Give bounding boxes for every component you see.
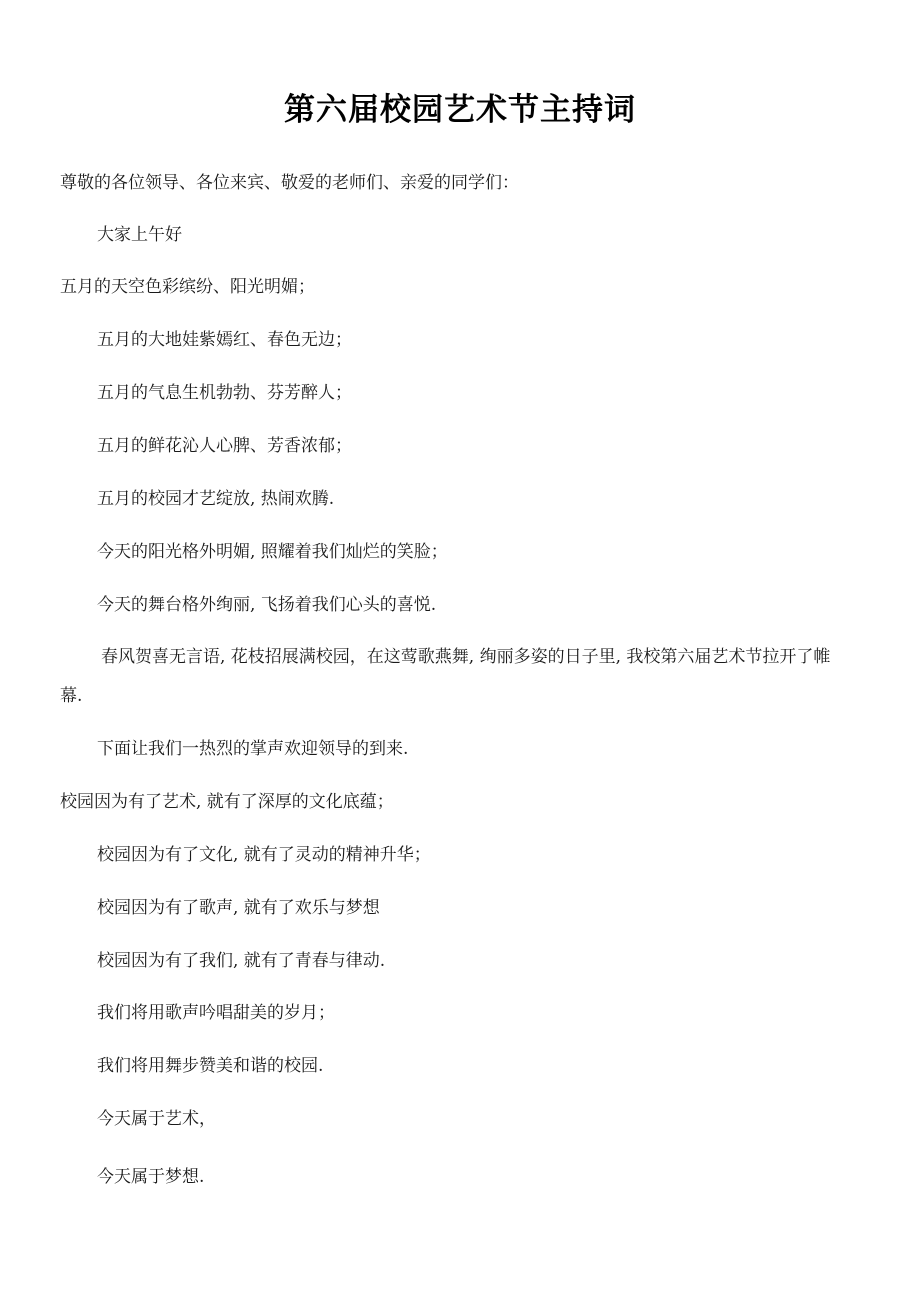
text-line: 大家上午好 xyxy=(97,225,182,245)
opening-paragraph: 春风贺喜无言语, 花枝招展满校园，在这莺歌燕舞, 绚丽多姿的日子里, 我校第六届艺术节拉开了帷幕. xyxy=(60,647,831,706)
text-line: 今天属于艺术， xyxy=(97,1109,216,1129)
text-line: 校园因为有了文化, 就有了灵动的精神升华； xyxy=(97,845,431,865)
text-line: 下面让我们一热烈的掌声欢迎领导的到来. xyxy=(97,739,409,759)
text-line: 校园因为有了我们, 就有了青春与律动. xyxy=(97,951,386,971)
greeting-line: 尊敬的各位领导、各位来宾、敬爱的老师们、亲爱的同学们： xyxy=(60,173,519,193)
text-line: 今天的舞台格外绚丽, 飞扬着我们心头的喜悦. xyxy=(97,595,437,615)
text-line: 我们将用歌声吟唱甜美的岁月； xyxy=(97,1003,335,1023)
text-line: 五月的鲜花沁人心脾、芳香浓郁； xyxy=(97,436,352,456)
text-line: 五月的校园才艺绽放, 热闹欢腾. xyxy=(97,489,335,509)
text-line: 校园因为有了歌声, 就有了欢乐与梦想 xyxy=(97,898,380,918)
text-line: 我们将用舞步赞美和谐的校园. xyxy=(97,1056,324,1076)
text-line: 今天的阳光格外明媚, 照耀着我们灿烂的笑脸； xyxy=(97,542,448,562)
text-line: 五月的大地娃紫嫣红、春色无边； xyxy=(97,330,352,350)
text-line: 五月的气息生机勃勃、芬芳醉人； xyxy=(97,383,352,403)
text-line: 五月的天空色彩缤纷、阳光明媚； xyxy=(60,277,315,297)
document-title: 第六届校园艺术节主持词 xyxy=(284,92,636,128)
text-line: 校园因为有了艺术, 就有了深厚的文化底蕴； xyxy=(60,792,394,812)
text-line: 今天属于梦想. xyxy=(97,1167,205,1187)
